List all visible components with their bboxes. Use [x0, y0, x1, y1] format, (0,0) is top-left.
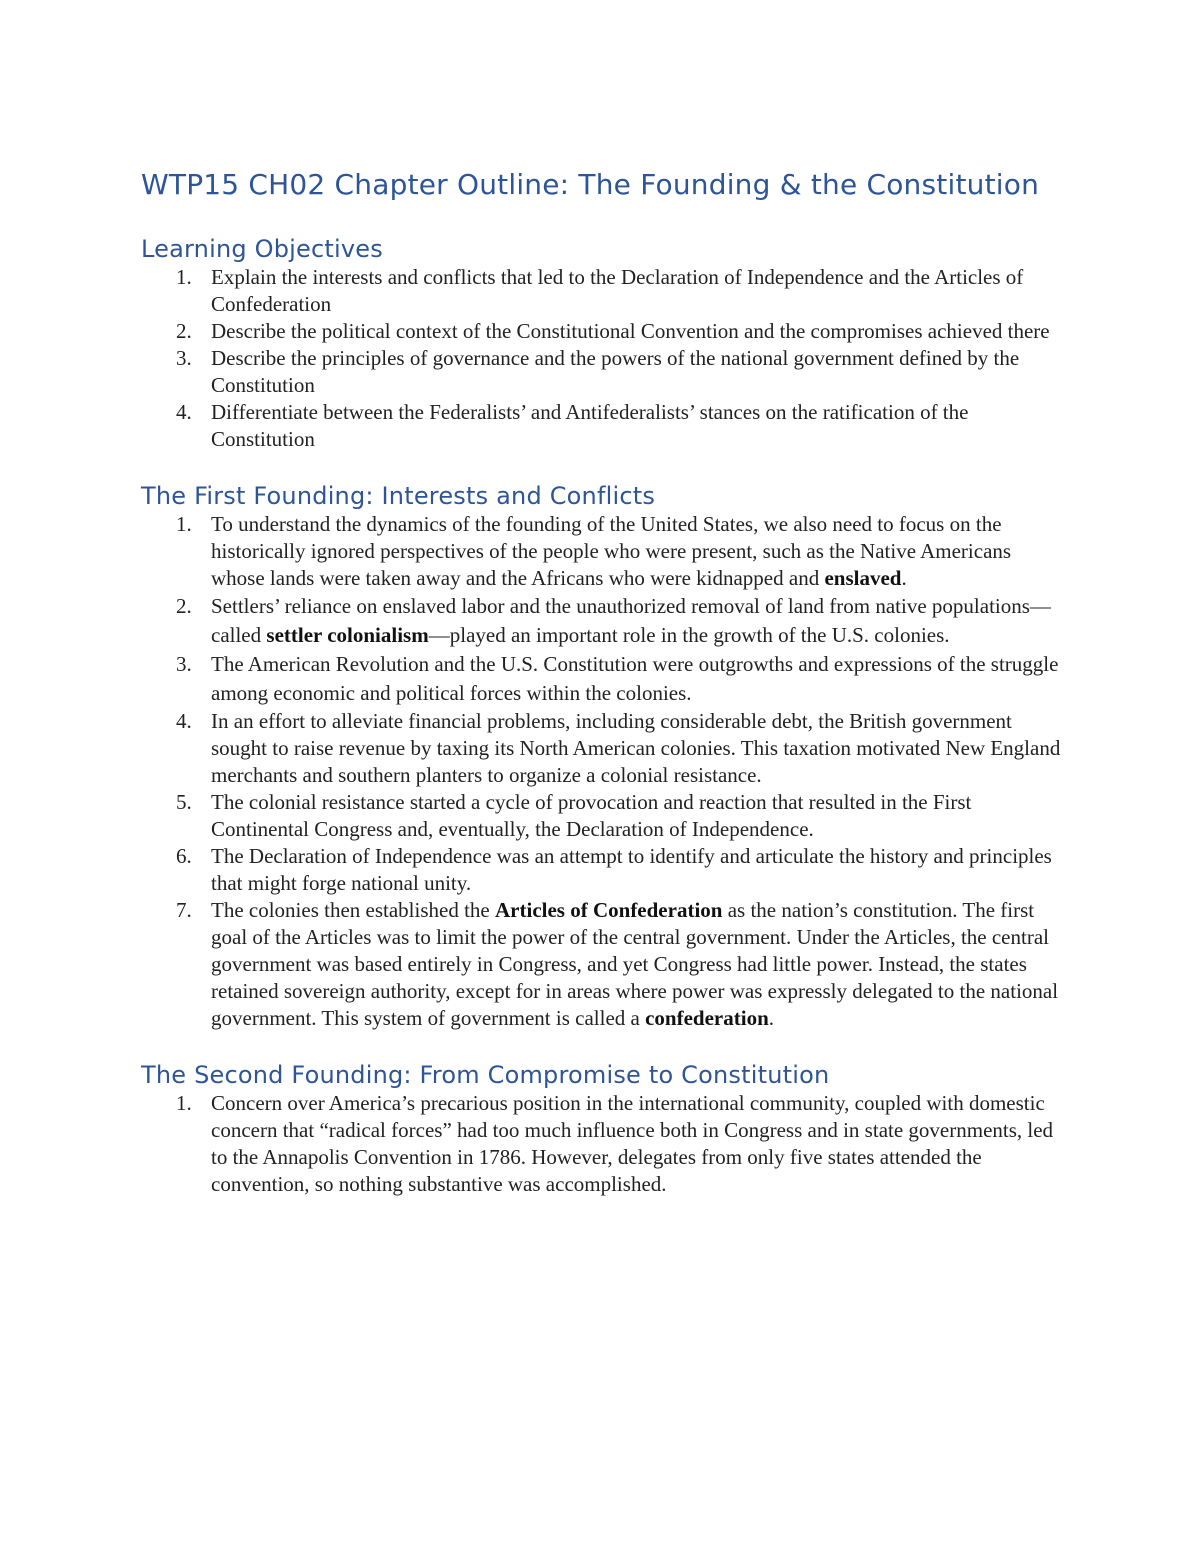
- list-item-text: In an effort to alleviate financial problems, including considerable debt, the British government sought to raise revenue by taxing its North American colonies. This taxation motivated New England merchants and southern planters to organize a colonial resistance.: [211, 709, 1061, 787]
- list-number: 1.: [176, 265, 192, 289]
- key-term: confederation: [645, 1006, 769, 1030]
- section-second-founding: [141, 1060, 1061, 1198]
- list-item: [141, 318, 1061, 345]
- list-item-text: —played an important role in the growth of the U.S. colonies.: [428, 623, 950, 647]
- objectives-list: [141, 264, 1061, 453]
- list-number: 7.: [176, 898, 192, 922]
- key-term: Articles of Confederation: [495, 898, 723, 922]
- second-founding-list: [141, 1090, 1061, 1198]
- list-number: 4.: [176, 709, 192, 733]
- list-item: [141, 592, 1061, 650]
- section-learning-objectives: [141, 234, 1061, 453]
- list-number: 4.: [176, 400, 192, 424]
- list-number: 1.: [176, 1091, 192, 1115]
- list-number: 1.: [176, 512, 192, 536]
- list-item: [141, 1090, 1061, 1198]
- list-item-text: The colonial resistance started a cycle of provocation and reaction that resulted in the First Continental Congress and, eventually, the Declaration of Independence.: [211, 790, 972, 841]
- list-item-text: .: [901, 566, 907, 590]
- list-item-text: Describe the principles of governance and the powers of the national government defined by the Constitution: [211, 346, 1020, 397]
- document-page: [141, 160, 1061, 1198]
- list-item-text: The colonies then established the: [211, 898, 496, 922]
- section-heading: The Second Founding: From Compromise to Constitution: [141, 1061, 830, 1089]
- section-first-founding: [141, 481, 1061, 1032]
- list-item-text: Concern over America’s precarious position in the international community, coupled with domestic concern that “radical forces” had too much influence both in Congress and in state governments, led to the Annapolis Convention in 1786. However, delegates from only five states attended the convention, so nothing substantive was accomplished.: [211, 1091, 1054, 1196]
- section-heading: Learning Objectives: [141, 235, 383, 263]
- list-item: [141, 511, 1061, 592]
- list-item: [141, 897, 1061, 1032]
- list-item: [141, 789, 1061, 843]
- list-item-text: Differentiate between the Federalists’ and Antifederalists’ stances on the ratification of the Constitution: [211, 400, 969, 451]
- key-term: enslaved: [824, 566, 902, 590]
- list-item: [141, 843, 1061, 897]
- list-item: [141, 650, 1061, 708]
- key-term: settler colonialism: [266, 623, 429, 647]
- list-number: 2.: [176, 319, 192, 343]
- list-item: [141, 264, 1061, 318]
- list-item: [141, 345, 1061, 399]
- list-item-text: .: [768, 1006, 775, 1030]
- list-number: 2.: [176, 594, 192, 618]
- list-number: 3.: [176, 652, 192, 676]
- list-item: [141, 399, 1061, 453]
- list-number: 6.: [176, 844, 192, 868]
- list-item-text: Describe the political context of the Constitutional Convention and the compromises achieved there: [211, 319, 1050, 343]
- list-item: [141, 708, 1061, 789]
- document-title: WTP15 CH02 Chapter Outline: The Founding & the Constitution: [141, 168, 1040, 201]
- list-number: 5.: [176, 790, 192, 814]
- list-item-text: To understand the dynamics of the founding of the United States, we also need to focus on the historically ignored perspectives of the people who were present, such as the Native Americans whose lands were taken away and the Africans who were kidnapped and: [211, 512, 1012, 590]
- list-item-text: Settlers’ reliance on enslaved labor and the unauthorized removal of land from native populations—called: [211, 594, 1051, 647]
- first-founding-list: [141, 511, 1061, 1032]
- list-item-text: Explain the interests and conflicts that led to the Declaration of Independence and the Articles of Confederation: [211, 265, 1024, 316]
- list-item-text: as the nation’s constitution. The first goal of the Articles was to limit the power of the central government. Under the Articles, the central government was based entirely in Congress, and yet Congress had little power. Instead, the states retained sovereign authority, except for in areas where power was expressly delegated to the national government. This system of government is called a: [211, 898, 1059, 1030]
- list-number: 3.: [176, 346, 192, 370]
- list-item-text: The American Revolution and the U.S. Constitution were outgrowths and expressions of the struggle among economic and political forces within the colonies.: [211, 652, 1059, 705]
- section-heading: The First Founding: Interests and Conflicts: [141, 482, 656, 510]
- list-item-text: The Declaration of Independence was an attempt to identify and articulate the history and principles that might forge national unity.: [211, 844, 1052, 895]
